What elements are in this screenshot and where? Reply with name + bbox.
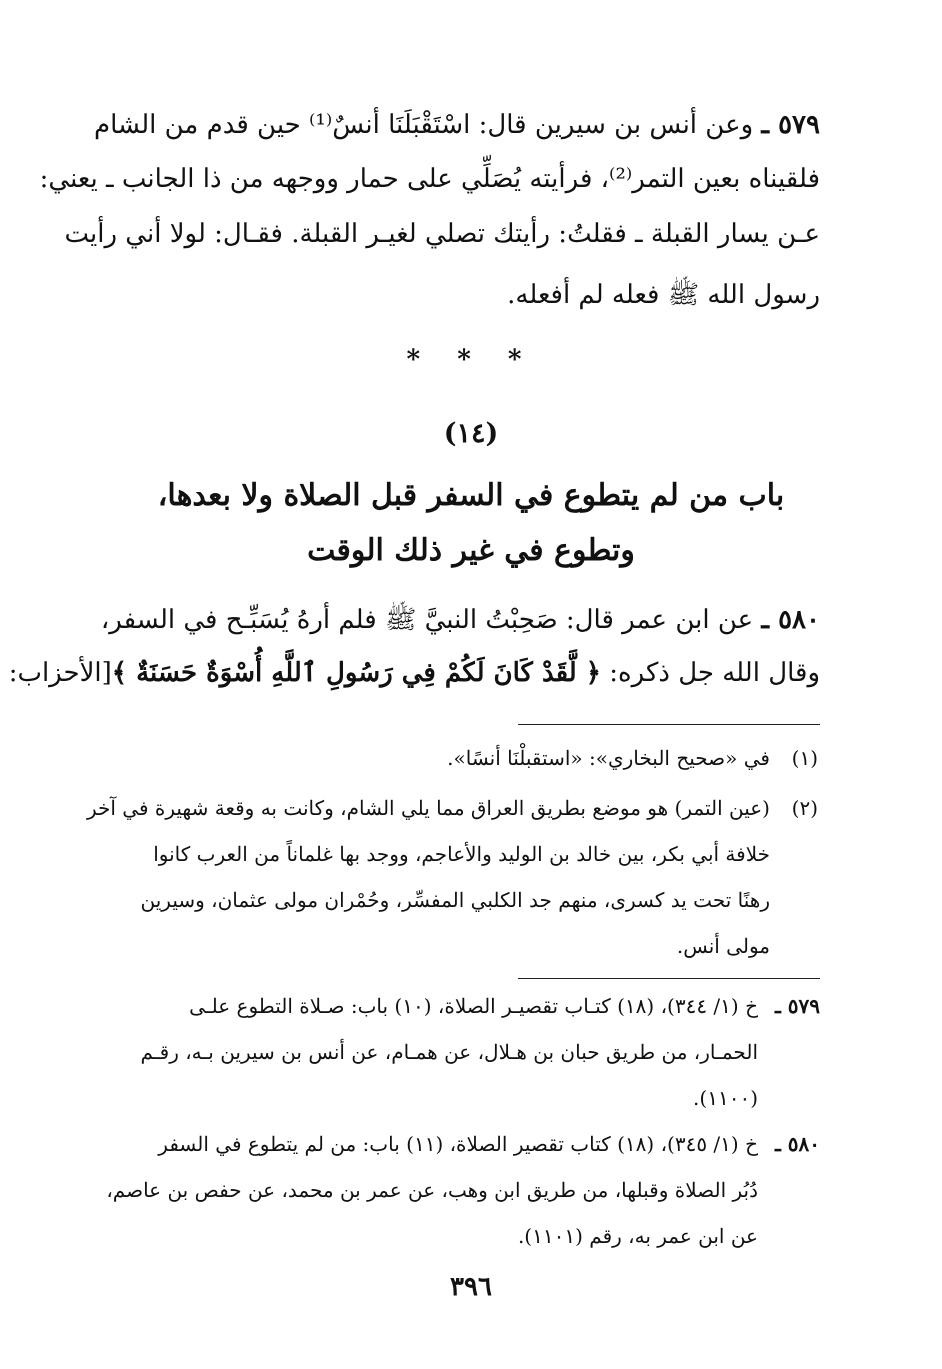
chapter-title-line-1: باب من لم يتطوع في السفر قبل الصلاة ولا بعدها،: [157, 478, 785, 513]
section-separator: * * *: [406, 345, 536, 375]
hadith-579-line-2: فلقيناه بعين التمر⁽²⁾، فرأيته يُصَلِّي على حمار ووجهه من ذا الجانب ـ يعني:: [39, 164, 820, 194]
footnote-2-line-3: رهنًا تحت يد كسرى، منهم جد الكلبي المفسِّر، وحُمْران مولى عثمان، وسيرين: [140, 888, 770, 912]
footnote-1-line-1: في «صحيح البخاري»: «استقبلْنَا أنسًا».: [447, 746, 770, 770]
footnote-2-line-2: خلافة أبي بكر، بين خالد بن الوليد والأعاجم، ووجد بها غلماناً من العرب كانوا: [153, 842, 770, 866]
hadith-580-text-2: وقال الله جل ذكره:: [609, 658, 820, 688]
hadith-580-line-1: [101, 603, 820, 641]
reference-579-line-1: خ (١/ ٣٤٤)، (١٨) كتـاب تقصيـر الصلاة، (١٠) باب: صـلاة التطوع علـى: [189, 994, 758, 1018]
quran-citation: [الأحزاب:: [8, 658, 112, 688]
reference-580-line-3: عن ابن عمر به، رقم (١١٠١).: [517, 1224, 758, 1248]
references-divider: [518, 978, 820, 979]
quran-verse: ﴿ لَّقَدْ كَانَ لَكُمْ فِي رَسُولِ ٱللَّهِ أُسْوَةٌ حَسَنَةٌ ﴾: [111, 658, 601, 688]
chapter-title-line-2: وتطوع في غير ذلك الوقت: [307, 533, 635, 568]
hadith-579-number: ٥٧٩ ـ: [761, 110, 820, 140]
hadith-580-text-1: عن ابن عمر قال: صَحِبْتُ النبيَّ ﷺ فلم أرهُ يُسَبِّـح في السفر،: [100, 605, 754, 635]
footnote-1-marker: (١): [791, 746, 818, 770]
reference-579-marker: ٥٧٩ ـ: [774, 994, 820, 1018]
hadith-579-line-4: رسول الله ﷺ فعله لم أفعله.: [507, 280, 820, 310]
hadith-579-text-1: وعن أنس بن سيرين قال: اسْتَقْبَلَنَا أنسٌ⁽¹⁾ حين قدم من الشام: [94, 110, 754, 140]
reference-579-line-2: الحمـار، من طريق حبان بن هـلال، عن همـام، عن أنس بن سيرين بـه، رقـم: [140, 1040, 758, 1064]
chapter-number: (١٤): [443, 418, 499, 449]
hadith-580-line-2: [8, 658, 820, 688]
reference-580-marker: ٥٨٠ ـ: [774, 1132, 820, 1156]
reference-580-line-2: دُبُر الصلاة وقبلها، من طريق ابن وهب، عن عمر بن محمد، عن حفص بن عاصم،: [106, 1178, 758, 1202]
reference-579-line-3: (١١٠٠).: [693, 1086, 758, 1110]
hadith-579-line-3: عـن يسار القبلة ـ فقلتُ: رأيتك تصلي لغيـر القبلة. فقـال: لولا أني رأيت: [64, 219, 820, 249]
page-number: ٣٩٦: [450, 1272, 492, 1302]
reference-580-line-1: خ (١/ ٣٤٥)، (١٨) كتاب تقصير الصلاة، (١١) باب: من لم يتطوع في السفر: [158, 1132, 758, 1156]
footnote-2-line-1: (عين التمر) هو موضع بطريق العراق مما يلي الشام، وكانت به وقعة شهيرة في آخر: [86, 796, 770, 820]
hadith-580-number: ٥٨٠ ـ: [761, 605, 820, 635]
hadith-579-line-1: [94, 110, 820, 140]
footnote-2-line-4: مولى أنس.: [676, 934, 770, 958]
footnote-2-marker: (٢): [791, 796, 818, 820]
footnote-divider: [518, 724, 820, 725]
